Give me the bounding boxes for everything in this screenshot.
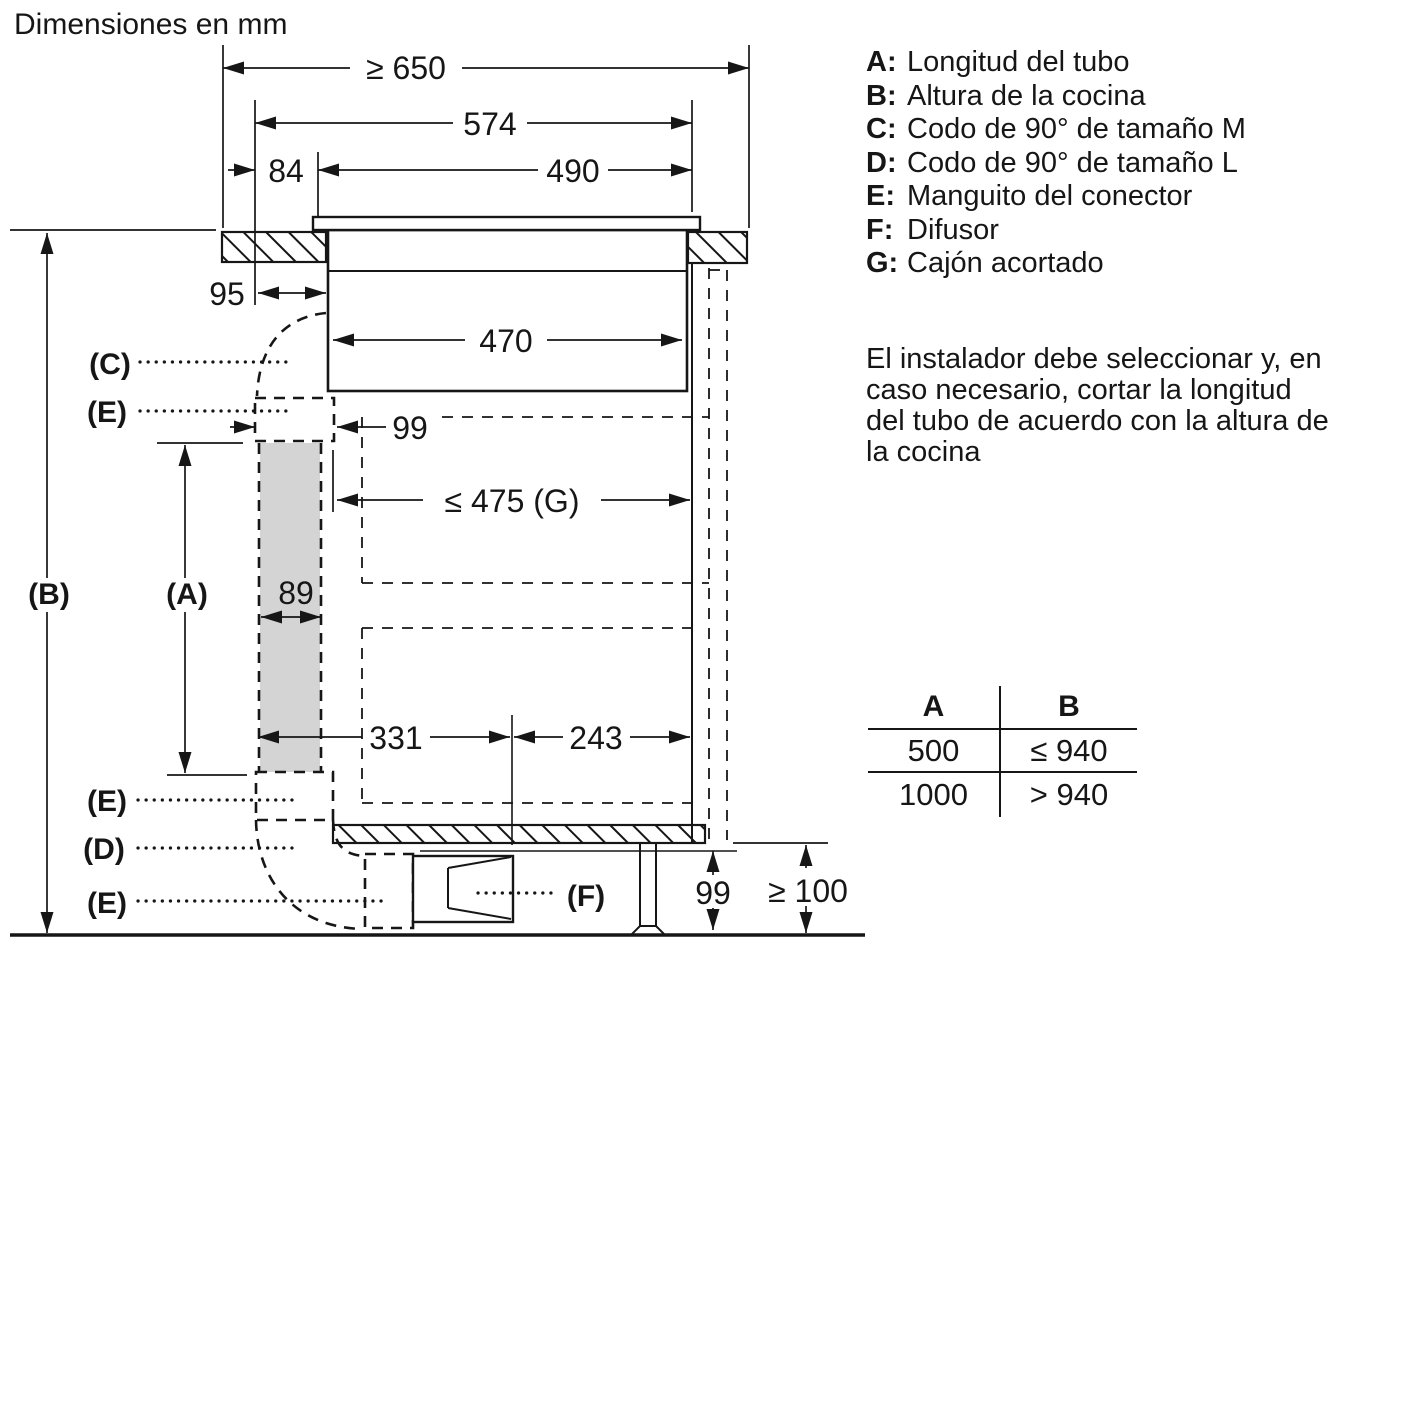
dim-99-plinth: 99 (695, 875, 731, 911)
label-e-middle: (E) (87, 785, 127, 818)
elbow-c-outer (257, 313, 326, 396)
worktop-right (688, 232, 747, 263)
legend-key: F: (866, 213, 894, 246)
dim-89: 89 (278, 575, 314, 611)
label-f: (F) (566, 880, 606, 913)
dim-574: 574 (463, 106, 517, 142)
legend-value: Difusor (907, 213, 999, 246)
label-b: (B) (28, 578, 70, 611)
hob-body (328, 230, 687, 391)
note-line: del tubo de acuerdo con la altura de (866, 405, 1329, 437)
legend-value: Cajón acortado (907, 247, 1104, 279)
legend-item (866, 147, 1246, 181)
legend-key: C: (866, 113, 897, 145)
legend-value: Altura de la cocina (907, 79, 1146, 112)
worktop-left (222, 232, 326, 262)
dim-min-plinth: ≥ 100 (768, 873, 848, 909)
dim-95: 95 (209, 276, 245, 312)
legend-value: Longitud del tubo (907, 46, 1130, 78)
dim-84: 84 (268, 153, 304, 189)
cabinet-bottom-shelf (333, 825, 705, 843)
hob-glass-panel (313, 217, 700, 230)
table-cell: > 940 (999, 771, 1137, 817)
legend-key: D: (866, 146, 897, 179)
legend-key: B: (866, 79, 897, 112)
connector-sleeve-bottom (365, 854, 413, 928)
legend-item (866, 180, 1246, 214)
legend-value: Codo de 90° de tamaño L (907, 146, 1238, 179)
legend-item (866, 214, 1246, 248)
dim-470: 470 (479, 323, 533, 359)
label-d: (D) (83, 833, 125, 866)
note-line: la cocina (866, 436, 981, 468)
legend (866, 46, 1246, 281)
legend-value: Manguito del conector (907, 180, 1193, 212)
legend-key: E: (866, 180, 895, 212)
legend-item (866, 247, 1246, 281)
legend-key: G: (866, 247, 899, 279)
label-c: (C) (89, 348, 131, 381)
plinth (333, 825, 737, 935)
dim-331: 331 (369, 720, 423, 756)
table-cell: 500 (868, 728, 999, 771)
note-line: El instalador debe seleccionar y, en (866, 343, 1322, 375)
hob (313, 217, 700, 391)
page-title: Dimensiones en mm (14, 8, 288, 41)
dim-min-width: ≥ 650 (366, 50, 446, 86)
legend-item (866, 80, 1246, 114)
connector-sleeve-middle (256, 772, 333, 820)
label-e-bottom: (E) (87, 887, 127, 920)
dim-243: 243 (569, 720, 623, 756)
table-header-a: A (922, 690, 945, 723)
installer-note (866, 344, 1329, 468)
label-a: (A) (166, 578, 208, 611)
table-cell: 1000 (868, 771, 999, 817)
label-e-top: (E) (87, 396, 127, 429)
connector-sleeve-top (255, 398, 334, 441)
dim-490: 490 (546, 153, 600, 189)
dim-99-connector: 99 (392, 410, 428, 446)
table-cell: ≤ 940 (999, 728, 1137, 771)
legend-item (866, 46, 1246, 80)
legend-value: Codo de 90° de tamaño M (907, 113, 1246, 145)
dimensions (10, 45, 828, 933)
legend-item (866, 113, 1246, 147)
legend-key: A: (866, 46, 897, 78)
note-line: caso necesario, cortar la longitud (866, 374, 1292, 406)
dim-475-drawer: ≤ 475 (G) (444, 483, 580, 519)
table-header-b: B (999, 686, 1137, 728)
tube-length-table (868, 686, 1137, 817)
